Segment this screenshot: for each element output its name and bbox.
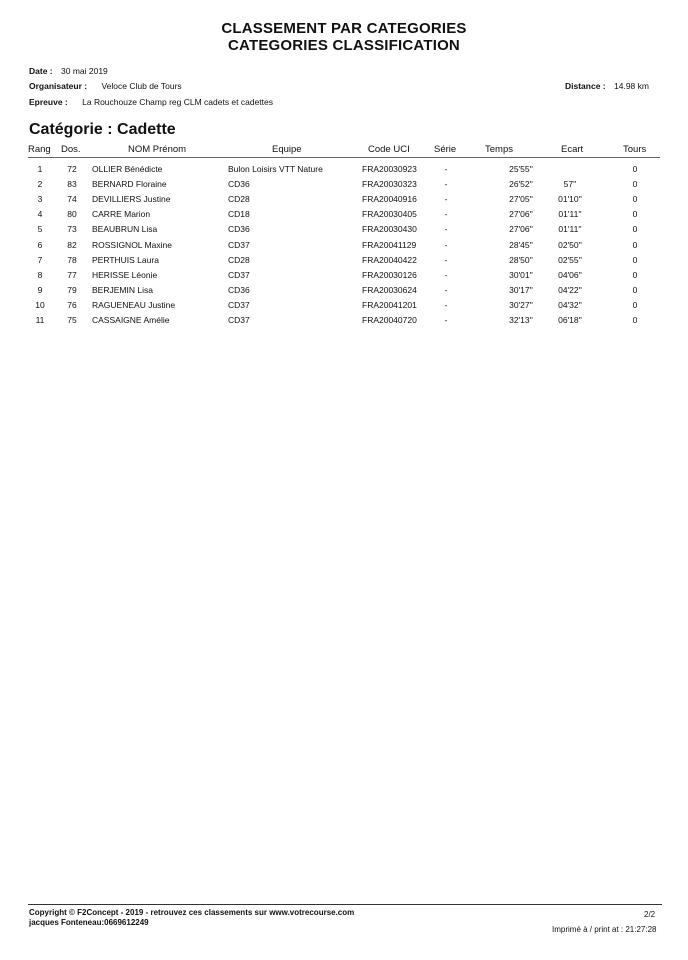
cell-equipe: CD36 [228,179,250,190]
cell-code-uci: FRA20041201 [362,299,417,310]
cell-dos: 77 [67,269,77,280]
header-tours: Tours [623,144,647,155]
footer-printed: Imprimé à / print at : 21:27:28 [552,925,657,934]
cell-temps: 28'45'' [509,239,533,250]
date-row [29,66,108,76]
cell-tours: 0 [632,164,638,174]
cell-dos: 80 [67,209,77,220]
cell-ecart: 04'06'' [558,269,582,280]
cell-serie: - [444,284,448,295]
cell-ecart: 06'18'' [558,315,582,325]
cell-code-uci: FRA20040422 [362,254,417,265]
cell-equipe: CD28 [228,194,250,205]
table-row [0,224,688,239]
header-ecart: Ecart [561,144,584,155]
cell-serie: - [444,224,448,235]
table-row [0,164,688,179]
cell-equipe: CD28 [228,254,250,265]
cell-tours: 0 [632,179,638,190]
cell-nom: DEVILLIERS Justine [92,194,171,205]
cell-ecart: 57'' [563,179,577,190]
cell-temps: 27'06'' [509,224,533,235]
table-row [0,300,688,315]
cell-nom: PERTHUIS Laura [92,254,159,265]
cell-code-uci: FRA20030430 [362,224,417,235]
cell-dos: 76 [67,299,77,310]
cell-serie: - [444,299,448,310]
table-row [0,315,688,330]
table-row [0,285,688,300]
organisateur-label: Organisateur : [29,81,88,91]
cell-temps: 26'52'' [509,179,533,190]
cell-temps: 30'17'' [509,284,533,295]
cell-serie: - [444,315,448,325]
cell-nom: HERISSE Léonie [92,269,158,280]
cell-rang: 11 [35,315,45,325]
cell-equipe: CD37 [228,239,250,250]
cell-nom: CARRE Marion [92,209,151,220]
cell-code-uci: FRA20030624 [362,284,417,295]
cell-tours: 0 [632,269,638,280]
cell-code-uci: FRA20040720 [362,315,417,325]
cell-rang: 10 [35,299,45,310]
cell-equipe: CD36 [228,284,250,295]
cell-code-uci: FRA20030405 [362,209,417,220]
title-fr: CLASSEMENT PAR CATEGORIES [221,20,467,37]
cell-code-uci: FRA20030923 [362,164,417,174]
cell-serie: - [444,254,448,265]
cell-serie: - [444,179,448,190]
cell-nom: OLLIER Bénédicte [92,164,163,174]
cell-rang: 6 [37,239,43,250]
cell-rang: 2 [37,179,43,190]
table-row [0,255,688,270]
cell-dos: 83 [67,179,77,190]
cell-serie: - [444,164,448,174]
cell-tours: 0 [632,254,638,265]
footer-page: 2/2 [644,910,656,919]
cell-ecart: 04'32'' [558,299,582,310]
cell-serie: - [444,239,448,250]
cell-tours: 0 [632,299,638,310]
header-equipe: Equipe [272,144,302,155]
cell-equipe: CD18 [228,209,250,220]
cell-code-uci: FRA20030323 [362,179,417,190]
cell-equipe: Bulon Loisirs VTT Nature [228,164,323,174]
footer-divider [28,904,662,905]
cell-tours: 0 [632,224,638,235]
epreuve-value: La Rouchouze Champ reg CLM cadets et cadettes [82,97,274,107]
date-value: 30 mai 2019 [61,66,108,76]
cell-dos: 78 [67,254,77,265]
cell-code-uci: FRA20030126 [362,269,417,280]
table-row [0,270,688,285]
cell-dos: 74 [67,194,77,205]
footer-contact: jacques Fonteneau:0669612249 [29,918,149,927]
cell-temps: 32'13'' [509,315,533,325]
header-serie: Série [434,144,457,155]
cell-rang: 8 [37,269,43,280]
cell-serie: - [444,194,448,205]
cell-temps: 25'55'' [509,164,533,174]
cell-tours: 0 [632,315,638,325]
cell-rang: 9 [37,284,43,295]
cell-rang: 5 [37,224,43,235]
footer-copyright: Copyright © F2Concept - 2019 - retrouvez ces classements sur www.votrecourse.com [29,908,355,917]
table-row [0,209,688,224]
cell-tours: 0 [632,239,638,250]
cell-dos: 75 [67,315,77,325]
header-rang: Rang [28,144,51,155]
cell-serie: - [444,209,448,220]
distance-value: 14.98 km [614,81,649,91]
cell-temps: 30'01'' [509,269,533,280]
table-row [0,179,688,194]
epreuve-label: Epreuve : [29,97,68,107]
cell-temps: 27'05'' [509,194,533,205]
cell-equipe: CD37 [228,315,250,325]
cell-equipe: CD36 [228,224,250,235]
header-code-uci: Code UCI [368,144,410,155]
distance-label: Distance : [565,81,606,91]
cell-nom: RAGUENEAU Justine [92,299,176,310]
cell-ecart: 01'10'' [558,194,582,205]
cell-equipe: CD37 [228,299,250,310]
cell-nom: BERNARD Floraine [92,179,167,190]
organisateur-row [29,81,182,91]
cell-dos: 82 [67,239,77,250]
cell-equipe: CD37 [228,269,250,280]
cell-ecart: 02'50'' [558,239,582,250]
cell-rang: 7 [37,254,43,265]
header-divider [28,157,660,158]
organisateur-value: Veloce Club de Tours [101,81,182,91]
cell-rang: 1 [37,164,43,174]
cell-temps: 30'27'' [509,299,533,310]
cell-nom: BERJEMIN Lisa [92,284,153,295]
cell-nom: CASSAIGNE Amélie [92,315,170,325]
cell-tours: 0 [632,194,638,205]
cell-dos: 79 [67,284,77,295]
cell-nom: BEAUBRUN Lisa [92,224,158,235]
cell-dos: 72 [67,164,77,174]
table-row [0,240,688,255]
header-dos: Dos. [61,144,81,155]
header-nom: NOM Prénom [128,144,187,155]
cell-temps: 27'06'' [509,209,533,220]
cell-ecart: 02'55'' [558,254,582,265]
category-title: Catégorie : Cadette [29,121,176,138]
cell-serie: - [444,269,448,280]
cell-code-uci: FRA20040916 [362,194,417,205]
cell-ecart: 01'11'' [558,224,582,235]
title-en: CATEGORIES CLASSIFICATION [228,37,460,54]
table-row [0,194,688,209]
cell-rang: 4 [37,209,43,220]
cell-temps: 28'50'' [509,254,533,265]
cell-rang: 3 [37,194,43,205]
cell-ecart: 04'22'' [558,284,582,295]
cell-tours: 0 [632,209,638,220]
cell-nom: ROSSIGNOL Maxine [92,239,172,250]
cell-tours: 0 [632,284,638,295]
cell-dos: 73 [67,224,77,235]
distance-row [565,81,649,91]
date-label: Date : [29,66,53,76]
header-temps: Temps [485,144,513,155]
epreuve-row [29,97,273,107]
cell-code-uci: FRA20041129 [362,239,417,250]
cell-ecart: 01'11'' [558,209,582,220]
